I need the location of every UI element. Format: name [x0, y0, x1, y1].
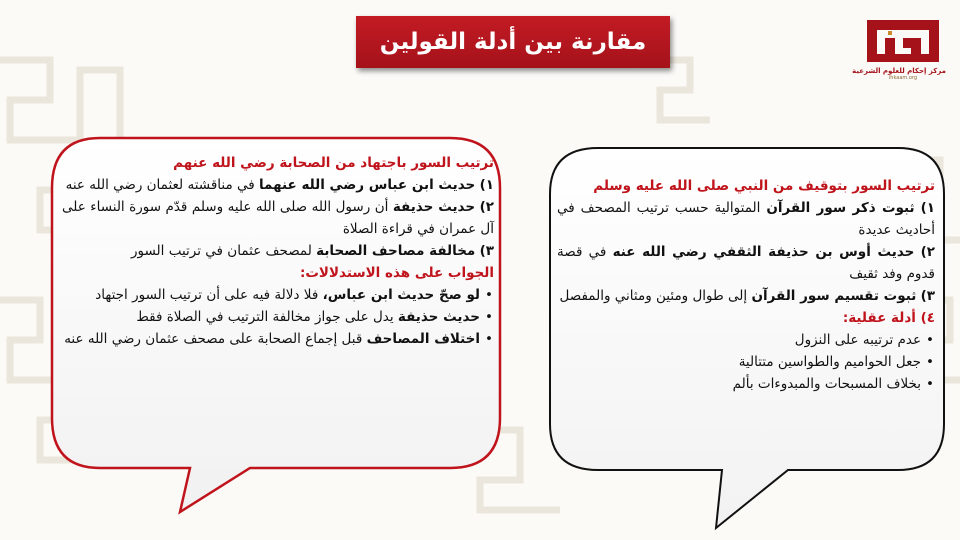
right-subheading: ٤) أدلة عقلية: — [842, 310, 935, 326]
left-point-1: ١) حديث ابن عباس رضي الله عنهما في مناقشته لعثمان رضي الله عنه — [65, 177, 494, 193]
logo-subtitle: ihkaam.org — [888, 75, 918, 81]
left-bubble-content — [62, 152, 494, 350]
answers-list — [62, 284, 494, 350]
left-point-2: ٢) حديث حذيفة أن رسول الله صلى الله عليه وسلم قدّم سورة النساء على آل عمران في قراءة الصلاة — [62, 199, 494, 237]
list-item: • جعل الحواميم والطواسين متتالية — [557, 351, 921, 373]
list-item: • عدم ترتيبه على النزول — [557, 329, 921, 351]
left-point-3: ٣) مخالفة مصاحف الصحابة لمصحف عثمان في ترتيب السور — [131, 243, 494, 259]
right-bullet-list — [557, 329, 935, 395]
right-heading: ترتيب السور بتوقيف من النبي صلى الله عليه وسلم — [593, 178, 935, 194]
brand-logo — [852, 16, 946, 100]
right-bubble-content — [557, 175, 935, 395]
right-point-3: ٣) ثبوت تقسيم سور القرآن إلى طوال ومئين ومثاني والمفصل — [559, 288, 935, 304]
slide-title: مقارنة بين أدلة القولين — [356, 16, 670, 68]
list-item: • اختلاف المصاحف قبل إجماع الصحابة على مصحف عثمان رضي الله عنه — [62, 328, 480, 350]
logo-name: مركز إحكام للعلوم الشرعية — [852, 67, 946, 75]
list-item: • بخلاف المسبحات والمبدوءات بألم — [557, 373, 921, 395]
list-item: • حديث حذيفة يدل على جواز مخالفة الترتيب في الصلاة فقط — [62, 306, 480, 328]
right-point-2: ٢) حديث أوس بن حذيفة الثقفي رضي الله عنه في قصة قدوم وفد ثقيف — [557, 244, 935, 282]
logo-emblem-icon — [865, 16, 941, 66]
left-heading: ترتيب السور باجتهاد من الصحابة رضي الله عنهم — [173, 155, 494, 171]
answers-heading: الجواب على هذه الاستدلالات: — [299, 265, 494, 281]
right-point-1: ١) ثبوت ذكر سور القرآن المتوالية حسب ترتيب المصحف في أحاديث عديدة — [557, 200, 935, 238]
list-item: • لو صحّ حديث ابن عباس، فلا دلالة فيه على أن ترتيب السور اجتهاد — [62, 284, 480, 306]
